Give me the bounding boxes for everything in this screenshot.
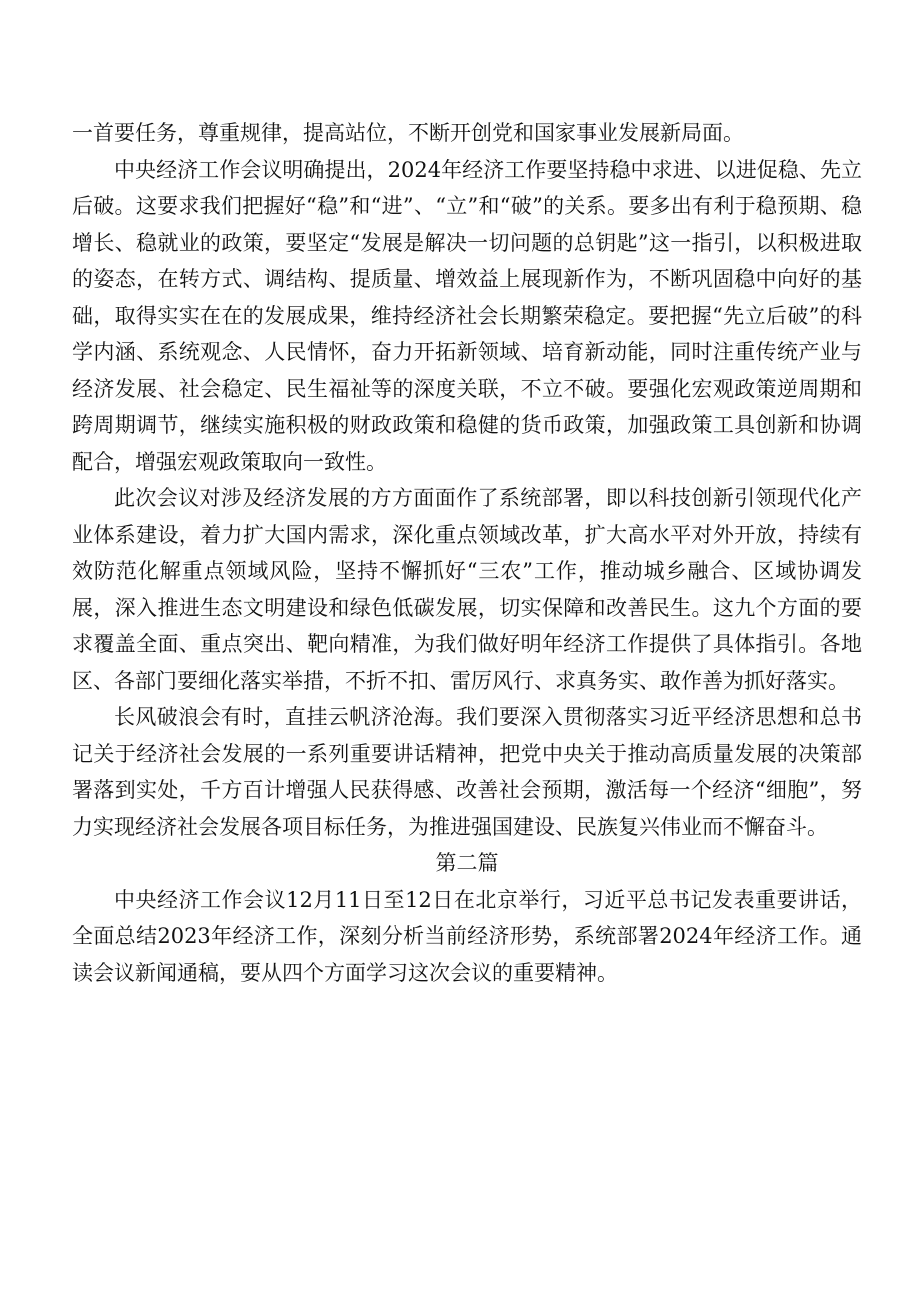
paragraph-section-two-intro: 中央经济工作会议12月11日至12日在北京举行，习近平总书记发表重要讲话，全面总结2023年经济工作，深刻分析当前经济形势，系统部署2024年经济工作。通读会议新闻通稿，要从四个方面学习这次会议的重要精神。 [72,887,862,985]
paragraph-continuation: 一首要任务，尊重规律，提高站位，不断开创党和国家事业发展新局面。 [72,121,744,145]
paragraph-closing: 长风破浪会有时，直挂云帆济沧海。我们要深入贯彻落实习近平经济思想和总书记关于经济社会发展的一系列重要讲话精神，把党中央关于推动高质量发展的决策部署落到实处，千方百计增强人民获得感、改善社会预期，激活每一个经济“细胞”，努力实现经济社会发展各项目标任务，为推进强国建设、民族复兴伟业而不懈奋斗。 [72,705,862,839]
paragraph-systematic-deployment: 此次会议对涉及经济发展的方方面面作了系统部署，即以科技创新引领现代化产业体系建设，着力扩大国内需求，深化重点领域改革，扩大高水平对外开放，持续有效防范化解重点领域风险，坚持不懈抓好“三农”工作，推动城乡融合、区域协调发展，深入推进生态文明建设和绿色低碳发展，切实保障和改善民生。这九个方面的要求覆盖全面、重点突出、靶向精准，为我们做好明年经济工作提供了具体指引。各地区、各部门要细化落实举措，不折不扣、雷厉风行、求真务实、敢作善为抓好落实。 [72,486,862,693]
paragraph-steady-progress: 中央经济工作会议明确提出，2024年经济工作要坚持稳中求进、以进促稳、先立后破。这要求我们把握好“稳”和“进”、“立”和“破”的关系。要多出有利于稳预期、稳增长、稳就业的政策，要坚定“发展是解决一切问题的总钥匙”这一指引，以积极进取的姿态，在转方式、调结构、提质量、增效益上展现新作为，不断巩固稳中向好的基础，取得实实在在的发展成果，维持经济社会长期繁荣稳定。要把握“先立后破”的科学内涵、系统观念、人民情怀，奋力开拓新领域、培育新动能，同时注重传统产业与经济发展、社会稳定、民生福祉等的深度关联，不立不破。要强化宏观政策逆周期和跨周期调节，继续实施积极的财政政策和稳健的货币政策，加强政策工具创新和协调配合，增强宏观政策取向一致性。 [72,157,862,474]
document-body [72,115,862,991]
section-heading: 第二篇 [435,851,499,875]
